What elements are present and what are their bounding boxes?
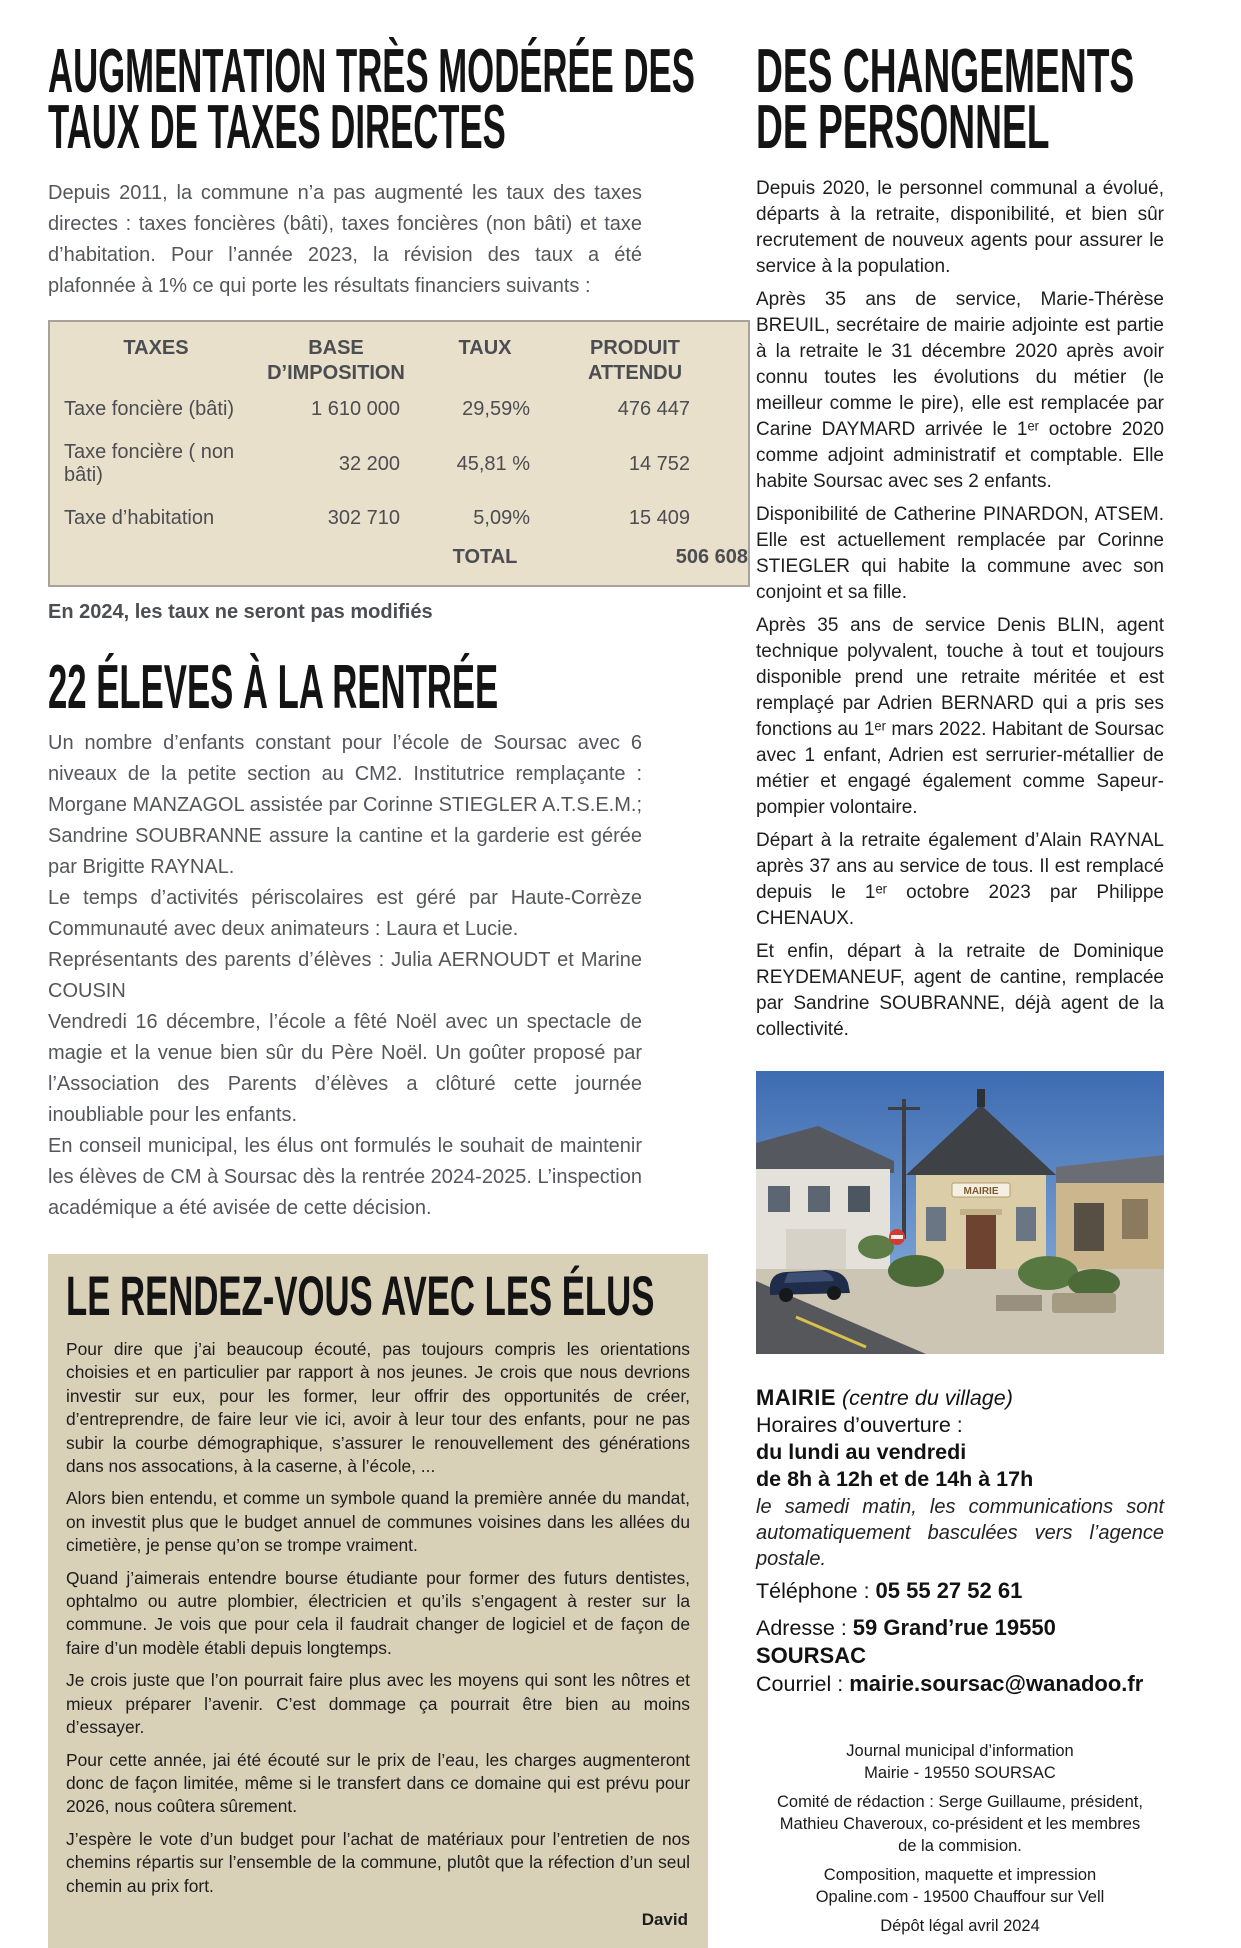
personnel-article-title bbox=[756, 37, 1164, 162]
personnel-paragraph: Depuis 2020, le personnel communal a évolué, départs à la retraite, disponibilité, et bien sûr recrutement de nouveux agents pour assurer le service à la population. bbox=[756, 178, 1164, 277]
elus-signature: David bbox=[641, 1909, 688, 1929]
elus-box bbox=[48, 1254, 708, 1948]
tax-row-produit: 14 752 bbox=[628, 452, 690, 475]
mairie-name-line bbox=[756, 1384, 1164, 1412]
tax-table-header-produit: PRODUIT ATTENDU bbox=[587, 337, 683, 384]
left-column bbox=[48, 37, 748, 1948]
footer-line: de la commision. bbox=[898, 1837, 1022, 1855]
school-article-body bbox=[48, 728, 708, 1224]
tax-table-header-taxes: TAXES bbox=[123, 337, 189, 359]
personnel-paragraph: Et enfin, départ à la retraite de Dominique REYDEMANEUF, agent de cantine, remplacée par Sandrine SOUBRANNE, déjà agent de la collectivité. bbox=[756, 941, 1164, 1040]
school-title-line: 22 ÉLEVES À LA RENTRÉE bbox=[48, 653, 499, 722]
phone-number: 05 55 27 52 61 bbox=[875, 1578, 1023, 1603]
footer-line: Mairie - 19550 SOURSAC bbox=[864, 1764, 1056, 1782]
school-article-title bbox=[48, 653, 708, 722]
table-row bbox=[49, 431, 749, 497]
tax-table bbox=[48, 320, 750, 587]
school-paragraph: Vendredi 16 décembre, l’école a fêté Noël avec un spectacle de magie et la venue bien sûr du Père Noël. Un goûter proposé par l’Association des Parents d’élèves a clôturé cette journée inoubliable pour les enfants. bbox=[48, 1011, 642, 1126]
personnel-paragraph: Après 35 ans de service Denis BLIN, agent technique polyvalent, touche à tout et toujours disponible prend une retraite méritée et est remplaçé par Adrien BERNARD qui a pris ses fonctions au 1ᵉʳ mars 2022. Habitant de Soursac avec 1 enfant, Adrien est serrurier-métallier de métier et engagé également comme Sapeur-pompier volontaire. bbox=[756, 615, 1164, 818]
personnel-paragraph: Disponibilité de Catherine PINARDON, ATSEM. Elle est actuellement remplacée par Corinne STIEGLER qui habite la commune avec son conjoint et sa fille. bbox=[756, 504, 1164, 603]
mairie-photo bbox=[756, 1071, 1164, 1354]
school-paragraph: Un nombre d’enfants constant pour l’école de Soursac avec 6 niveaux de la petite section au CM2. Institutrice remplaçante : Morgane MANZAGOL assistée par Corinne STIEGLER A.T.S.E.M.; Sandrine SOUBRANNE assure la cantine et la garderie est gérée par Brigitte RAYNAL. bbox=[48, 732, 642, 878]
tax-row-label: Taxe d’habitation bbox=[64, 507, 215, 529]
tax-row-base: 302 710 bbox=[327, 507, 400, 529]
taxes-article-title bbox=[48, 37, 708, 162]
saturday-note: le samedi matin, les communications sont automatiquement basculées vers l’agence postale. bbox=[756, 1496, 1164, 1570]
footer-line: Opaline.com - 19500 Chauffour sur Vell bbox=[815, 1888, 1105, 1906]
footer-line: Mathieu Chaveroux, co-président et les membres bbox=[779, 1815, 1141, 1833]
mairie-name-suffix: (centre du village) bbox=[836, 1386, 1013, 1410]
tax-table-total-row bbox=[49, 540, 749, 586]
table-row bbox=[49, 388, 749, 431]
photo-bush bbox=[888, 1255, 944, 1287]
imprint-footer bbox=[756, 1740, 1164, 1937]
tax-row-produit: 15 409 bbox=[628, 507, 690, 529]
address-value: 59 Grand’rue 19550 SOURSAC bbox=[756, 1615, 1056, 1668]
elus-paragraph: Alors bien entendu, et comme un symbole quand la première année du mandat, on investit plus que le budget annuel de communes voisines dans les allées du cimetière, je pense qu’on se trompe vraiment. bbox=[66, 1488, 690, 1556]
tax-row-taux: 5,09% bbox=[473, 507, 530, 529]
elus-box-title bbox=[66, 1264, 690, 1327]
phone-line bbox=[756, 1577, 1164, 1605]
opening-hours-label: Horaires d’ouverture : bbox=[756, 1413, 963, 1437]
mairie-info-block bbox=[756, 1384, 1164, 1698]
tax-table-header-row bbox=[49, 321, 749, 388]
opening-hours-times: de 8h à 12h et de 14h à 17h bbox=[756, 1467, 1034, 1491]
photo-stone-planter bbox=[1052, 1293, 1116, 1313]
total-label: TOTAL bbox=[452, 546, 518, 568]
table-row bbox=[49, 497, 749, 540]
school-paragraph: Représentants des parents d’élèves : Julia AERNOUDT et Marine COUSIN bbox=[48, 949, 642, 1002]
opening-hours-days: du lundi au vendredi bbox=[756, 1440, 967, 1464]
elus-paragraph: Pour cette année, jai été écouté sur le prix de l’eau, les charges augmenteront donc de façon limitée, même si le transfert dans ce domaine qui est prévu pour 2026, nous coûtera sûrement. bbox=[66, 1749, 690, 1817]
personnel-paragraph: Après 35 ans de service, Marie-Thérèse BREUIL, secrétaire de mairie adjointe est partie à la retraite le 31 décembre 2020 après avoir connu toutes les évolutions du métier (le meilleur comme le pire), elle est remplacée par Carine DAYMARD arrivée le 1ᵉʳ octobre 2020 comme adjoint administratif et comptable. Elle habite Soursac avec ses 2 enfants. bbox=[756, 289, 1164, 492]
personnel-title-line2: DE PERSONNEL bbox=[756, 93, 1050, 162]
personnel-title-line1: DES CHANGEMENTS bbox=[756, 37, 1135, 106]
footer-line: Journal municipal d’information bbox=[846, 1742, 1074, 1760]
elus-title-line: LE RENDEZ-VOUS AVEC LES ÉLUS bbox=[66, 1264, 655, 1327]
elus-paragraph: J’espère le vote d’un budget pour l’achat de matériaux pour l’entretien de nos chemins répartis sur l’ensemble de la commune, plutôt que la réfection d’un seul chemin au prix fort. bbox=[66, 1828, 690, 1896]
right-column bbox=[756, 37, 1164, 1937]
elus-paragraph: Quand j’aimerais entendre bourse étudiante pour former des futurs dentistes, ophtalmo ou autre plombier, électricien et qu’ils s’engagent à rester sur la commune. Je vois que pour cela il faudrait changer de logiciel et de façon de faire d’un modèle établi depuis longtemps. bbox=[66, 1567, 690, 1658]
footer-line: Dépôt légal avril 2024 bbox=[880, 1917, 1040, 1935]
phone-label: Téléphone : bbox=[756, 1579, 876, 1603]
mairie-name: MAIRIE bbox=[756, 1385, 836, 1410]
taxes-title-line2: TAUX DE TAXES DIRECTES bbox=[48, 93, 506, 162]
email-label: Courriel : bbox=[756, 1672, 850, 1696]
taxes-title-line1: AUGMENTATION TRÈS MODÉRÉE DES bbox=[48, 37, 695, 106]
tax-row-taux: 29,59% bbox=[462, 398, 530, 420]
total-value: 506 608 bbox=[675, 546, 748, 568]
elus-paragraph: Pour dire que j’ai beaucoup écouté, pas toujours compris les orientations choisies et en particulier par rapport à nos jeunes. Je crois que nous devrions investir sur eux, pour les former, leur offrir des opportunités de créer, d’entreprendre, de faire leur vie ici, avoir à leur tour des enfants, pour ne pas subir la courbe démographique, s’assurer le renouvellement des générations dans nos assocations, à la caserne, à l’école, ... bbox=[66, 1339, 690, 1477]
photo-bush bbox=[858, 1235, 894, 1259]
taxes-intro-paragraph: Depuis 2011, la commune n’a pas augmenté les taux des taxes directes : taxes foncières (bâti), taxes foncières (non bâti) et taxe d’habitation. Pour l’année 2023, la révision des taux a été plafonnée à 1% ce qui porte les résultats financiers suivants : bbox=[48, 182, 642, 297]
footer-line: Comité de rédaction : Serge Guillaume, président, bbox=[777, 1793, 1143, 1811]
personnel-article-body bbox=[756, 176, 1164, 1043]
tax-row-produit: 476 447 bbox=[617, 398, 690, 420]
tax-row-taux: 45,81 % bbox=[456, 452, 530, 475]
tax-row-label: Taxe foncière (bâti) bbox=[64, 398, 235, 420]
tax-row-base: 1 610 000 bbox=[311, 398, 400, 420]
school-paragraph: Le temps d’activités périscolaires est géré par Haute-Corrèze Communauté avec deux animateurs : Laura et Lucie. bbox=[48, 887, 642, 940]
email-line bbox=[756, 1670, 1164, 1698]
photo-bush bbox=[1068, 1269, 1120, 1297]
tax-table-header-taux: TAUX bbox=[458, 337, 512, 359]
taxes-note: En 2024, les taux ne seront pas modifiés bbox=[48, 601, 433, 623]
personnel-paragraph: Départ à la retraite également d’Alain RAYNAL après 37 ans au service de tous. Il est remplacé depuis le 1ᵉʳ octobre 2023 par Philippe CHENAUX. bbox=[756, 830, 1164, 929]
elus-paragraph: Je crois juste que l’on pourrait faire plus avec les moyens qui sont les nôtres et mieux préparer l’avenir. C’est dommage ça pourrait être bien au moins d’essayer. bbox=[66, 1670, 690, 1738]
email-value: mairie.soursac@wanadoo.fr bbox=[849, 1671, 1144, 1696]
tax-table-header-base: BASE D’IMPOSITION bbox=[267, 337, 405, 384]
footer-line: Composition, maquette et impression bbox=[823, 1866, 1097, 1884]
address-label: Adresse : bbox=[756, 1616, 853, 1640]
tax-row-base: 32 200 bbox=[338, 452, 400, 475]
tax-row-label: Taxe foncière ( non bâti) bbox=[64, 441, 235, 486]
mairie-sign-text: MAIRIE bbox=[963, 1186, 999, 1197]
address-line bbox=[756, 1614, 1164, 1670]
school-paragraph: En conseil municipal, les élus ont formulés le souhait de maintenir les élèves de CM à Soursac dès la rentrée 2024-2025. L’inspection académique a été avisée de cette décision. bbox=[48, 1135, 642, 1219]
